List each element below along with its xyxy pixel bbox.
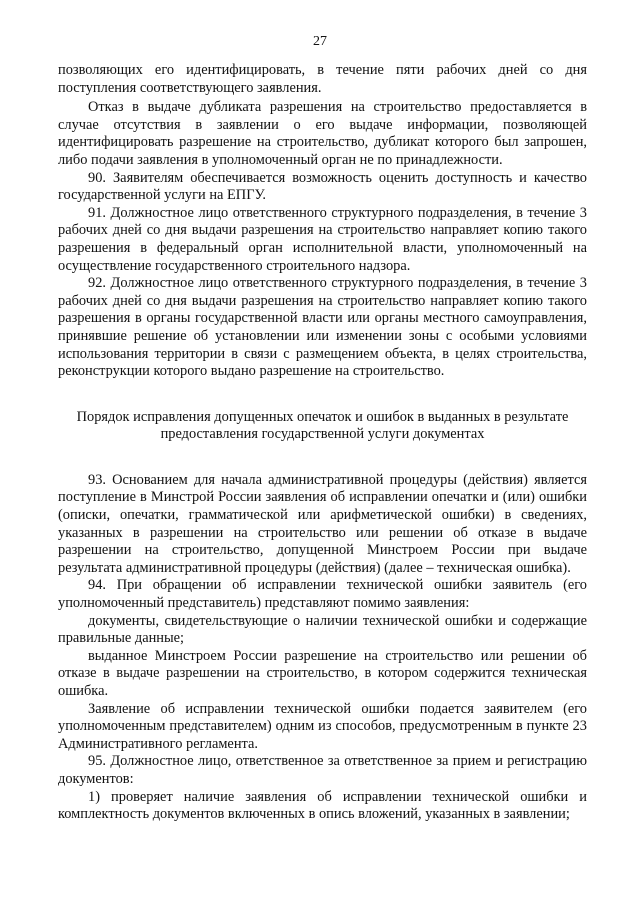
paragraph-95-item-1: 1) проверяет наличие заявления об исправлении технической ошибки и комплектность документов включенных в опись вложений, указанных в заявлении; [58, 788, 587, 823]
paragraph-issued-permit: выданное Минстроем России разрешение на строительство или решении об отказе в выдаче разрешении на строительство, в котором содержится техническая ошибка. [58, 647, 587, 699]
paragraph-94: 94. При обращении об исправлении технической ошибки заявитель (его уполномоченный представитель) представляют помимо заявления: [58, 577, 587, 612]
paragraph-refusal-duplicate: Отказ в выдаче дубликата разрешения на строительство предоставляется в случае отсутствия в заявлении о его выдаче информации, позволяющей идентифицировать разрешение на строительство, дубликат которого был запрошен, либо подачи заявления в уполномоченный орган не по принадлежности. [58, 99, 587, 168]
page-number: 27 [313, 34, 327, 49]
paragraph-95: 95. Должностное лицо, ответственное за ответственное за прием и регистрацию документов: [58, 753, 587, 787]
paragraph-90: 90. Заявителям обеспечивается возможность оценить доступность и качество государственной услуги на ЕПГУ. [58, 169, 587, 204]
paragraph-documents: документы, свидетельствующие о наличии технической ошибки и содержащие правильные данные; [58, 612, 587, 647]
paragraph-92: 92. Должностное лицо ответственного структурного подразделения, в течение 3 рабочих дней со дня выдачи разрешения на строительство направляет копию такого разрешения в органы государственной власти или органы местного самоуправления, принявшие решение об установлении или изменении зоны с особыми условиями использования территории в связи с размещением объекта, в целях строительства, реконструкции которого выдано разрешение на строительство. [58, 275, 587, 380]
document-body [58, 62, 587, 824]
section-title: Порядок исправления допущенных опечаток и ошибок в выданных в результате предоставления государственной услуги документах [76, 408, 569, 443]
paragraph-application-submission: Заявление об исправлении технической ошибки подается заявителем (его уполномоченным представителем) одним из способов, предусмотренным в пункте 23 Административного регламента. [58, 700, 587, 752]
paragraph-93: 93. Основанием для начала административной процедуры (действия) является поступление в Минстрой России заявления об исправлении опечатки и (или) ошибки (описки, опечатки, грамматической или арифметической ошибки) в сведениях, указанных в разрешении на строительство или решении об отказе в выдаче разрешении на строительство, допущенной Минстроем России при выдаче результата административной процедуры (действия) (далее – техническая ошибка). [58, 471, 587, 576]
paragraph-91: 91. Должностное лицо ответственного структурного подразделения, в течение 3 рабочих дней со дня выдачи разрешения на строительство направляет копию такого разрешения в федеральный орган исполнительной власти, уполномоченный на осуществление государственного строительного надзора. [58, 204, 587, 274]
paragraph-continuation: позволяющих его идентифицировать, в течение пяти рабочих дней со дня поступления соответствующего заявления. [58, 62, 587, 96]
